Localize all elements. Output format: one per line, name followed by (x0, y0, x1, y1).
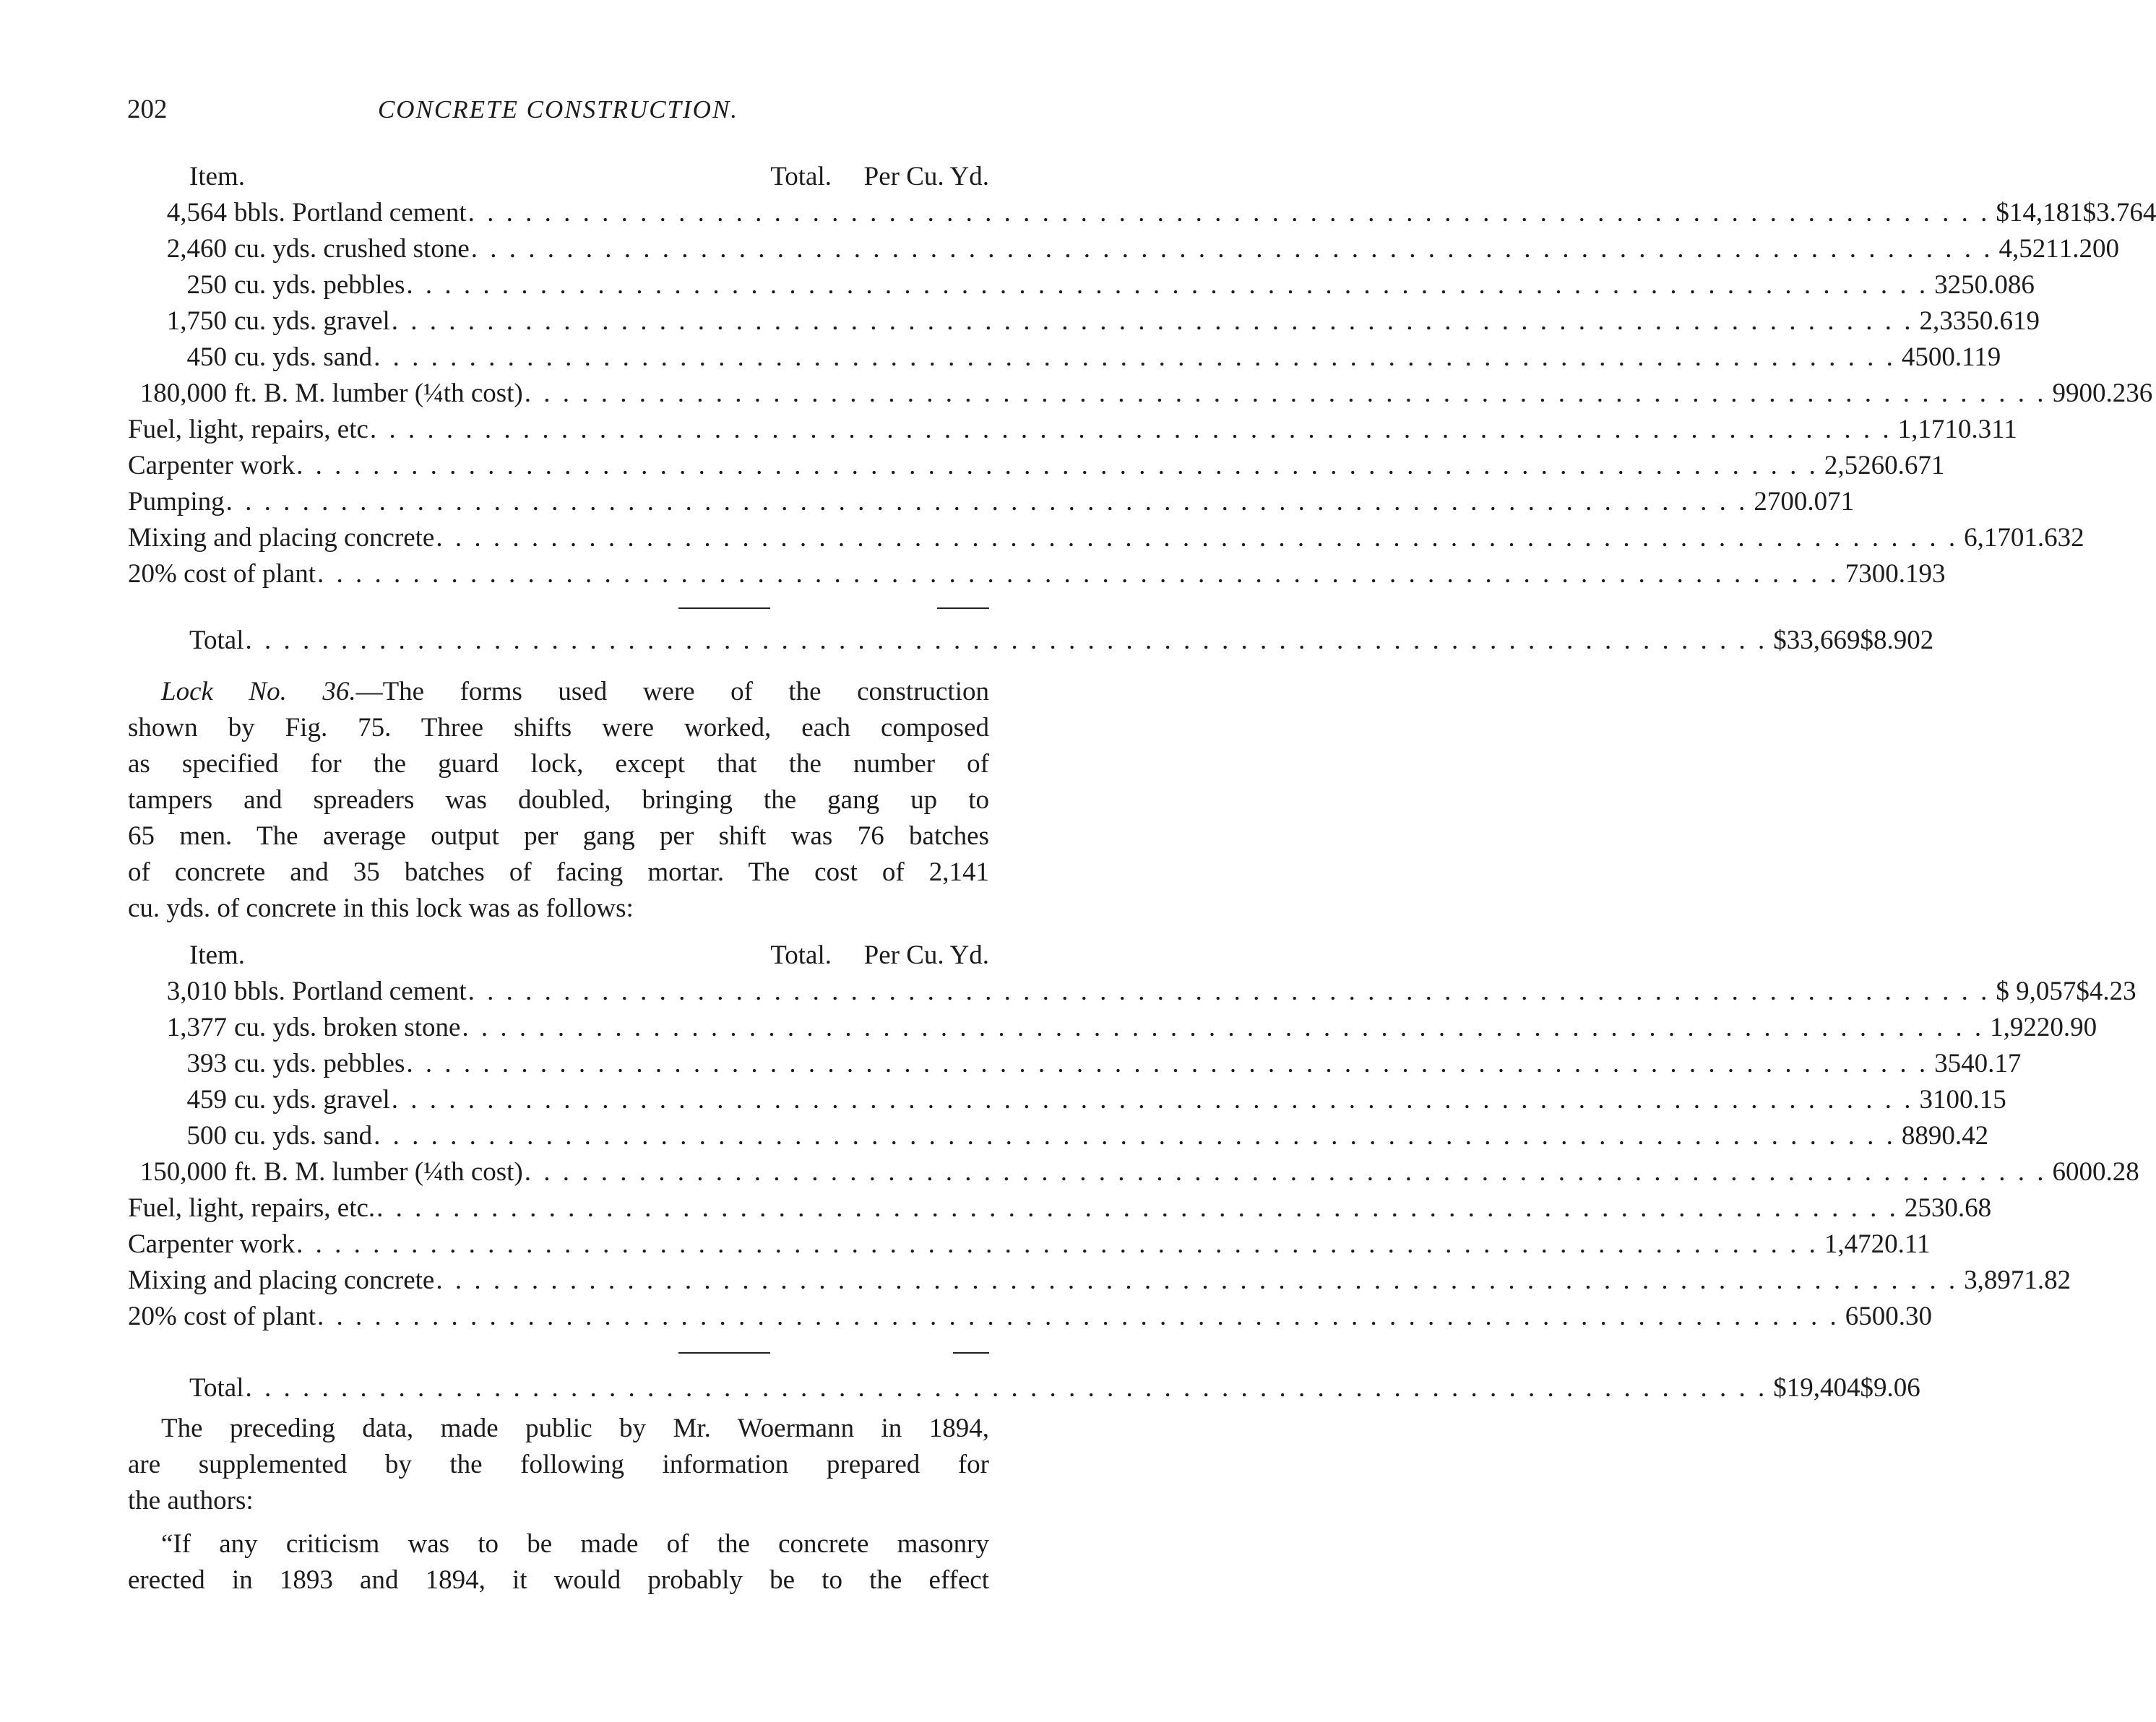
paragraph-line: are supplemented by the following information prepared for (128, 1450, 989, 1479)
total-cell (1920, 1082, 1960, 1118)
total-value: $ 9,057 (1996, 977, 2077, 1006)
total-value: 310 (1919, 1085, 1960, 1115)
dot-leader: . . . . . . . . . . . . . . . . . . . . . . . . . . . . . . . . . . . . . . . . . . . . . . . . . . . . . . . . . . . . . . . . . . . . . . . . . . . . . . . . (374, 1121, 1896, 1151)
total-cell (1845, 1299, 1886, 1335)
header-item: Item. (189, 162, 246, 191)
total-cell (1902, 1118, 1942, 1154)
item-cell (128, 267, 1928, 303)
dot-leader: . . . . . . . . . . . . . . . . . . . . . . . . . . . . . . . . . . . . . . . . . . . . . . . . . . . . . . . . . . . . . . . . . . . . . . . . . . . . . . . . (376, 1193, 1899, 1223)
quantity: 1,377 (166, 1013, 227, 1042)
header-item: Item. (189, 940, 246, 970)
table-header-row (128, 159, 989, 195)
quantity: 4,564 (166, 198, 227, 228)
total-cell (1999, 231, 2059, 267)
item-description: 20% cost of plant (128, 1302, 316, 1331)
per-cu-yd-value: 0.193 (1885, 559, 1946, 589)
paragraph-line: cu. yds. of concrete in this lock was as follows: (128, 894, 634, 923)
total-cell (1934, 1046, 1975, 1082)
total-value: 253 (1904, 1193, 1945, 1223)
item-description: Fuel, light, repairs, etc. (128, 1193, 376, 1223)
total-cell (1824, 1226, 1884, 1263)
item-cell (128, 1118, 1896, 1154)
item-cell (128, 195, 1990, 231)
item-cell (128, 1082, 1914, 1118)
per-cu-yd-value: 0.619 (1979, 306, 2040, 336)
item-cell (128, 448, 1819, 484)
running-title: CONCRETE CONSTRUCTION. (377, 95, 739, 124)
paragraph-line: 65 men. The average output per gang per shift was 76 batches (128, 821, 989, 851)
table-row (128, 1046, 2022, 1082)
total-value: $33,669 (1773, 626, 1860, 655)
total-rule (678, 607, 770, 609)
item-description: cu. yds. gravel (234, 306, 390, 336)
per-cu-yd-value: $8.902 (1860, 626, 1934, 655)
total-value: 450 (1901, 342, 1942, 372)
total-cell (1996, 974, 2076, 1010)
item-cell (128, 1226, 1819, 1263)
table-row (128, 267, 2035, 303)
item-description: Pumping (128, 487, 225, 516)
dot-leader: . . . . . . . . . . . . . . . . . . . . . . . . . . . . . . . . . . . . . . . . . . . . . . . . . . . . . . . . . . . . . . . . . . . . . . . . . . . . . . . . (436, 523, 1959, 553)
table-2-total (128, 1370, 1920, 1406)
total-cell (1902, 339, 1942, 376)
per-cu-yd-value: 0.68 (1944, 1193, 1992, 1223)
item-description: Fuel, light, repairs, etc (128, 415, 368, 444)
dot-leader: . . . . . . . . . . . . . . . . . . . . . . . . . . . . . . . . . . . . . . . . . . . . . . . . . . . . . . . . . . . . . . . . . . . . . . . . . . . . . . . . (436, 1265, 1959, 1295)
total-value: 325 (1934, 270, 1975, 300)
paragraph-line: shown by Fig. 75. Three shifts were worked, each composed (128, 713, 989, 743)
dot-leader: . . . . . . . . . . . . . . . . . . . . . . . . . . . . . . . . . . . . . . . . . . . . . . . . . . . . . . . . . . . . . . . . . . . . . . . . . . . . . . . . (467, 198, 1991, 228)
total-cell (1964, 520, 2024, 556)
table-header-row (128, 938, 989, 974)
quantity: 150,000 (139, 1157, 227, 1187)
total-value: 600 (2052, 1157, 2093, 1187)
item-description: cu. yds. sand (234, 342, 373, 372)
item-description: cu. yds. pebbles (234, 270, 405, 300)
total-cell (1773, 1370, 1860, 1406)
total-value: $14,181 (1996, 198, 2083, 228)
paragraph-line: “If any criticism was to be made of the concrete masonry (161, 1529, 989, 1559)
quantity: 2,460 (166, 234, 227, 264)
header-per-cu-yd: Per Cu. Yd. (863, 162, 989, 191)
paragraph-quote (128, 1526, 989, 1598)
item-description: ft. B. M. lumber (¼th cost) (234, 378, 523, 408)
total-cell (1996, 195, 2082, 231)
dot-leader: . . . . . . . . . . . . . . . . . . . . . . . . . . . . . . . . . . . . . . . . . . . . . . . . . . . . . . . . . . . . . . . . . . . . . . . . . . . . . . . . (462, 1013, 1985, 1042)
paragraph-lock-36 (128, 674, 989, 927)
total-cell (2053, 1154, 2093, 1190)
dot-leader: . . . . . . . . . . . . . . . . . . . . . . . . . . . . . . . . . . . . . . . . . . . . . . . . . . . . . . . . . . . . . . . . . . . . . . . . . . . . . . . . (296, 451, 1819, 480)
item-description: Mixing and placing concrete (128, 523, 435, 553)
table-row (128, 1082, 2006, 1118)
item-cell (128, 1263, 1958, 1299)
quantity: 3,010 (166, 977, 227, 1006)
total-cell (1990, 1010, 2050, 1046)
total-cell (1845, 556, 1886, 592)
dot-leader: . . . . . . . . . . . . . . . . . . . . . . . . . . . . . . . . . . . . . . . . . . . . . . . . . . . . . . . . . . . . . . . . . . . . . . . . . . . . . . . . (406, 270, 1929, 300)
table-row (128, 303, 2040, 339)
total-value: 1,171 (1897, 415, 1958, 444)
item-description: cu. yds. sand (234, 1121, 373, 1151)
total-value: 4,521 (1998, 234, 2059, 264)
paragraph-line: as specified for the guard lock, except that the number of (128, 749, 989, 779)
item-cell (128, 1190, 1899, 1226)
paragraph-line: erected in 1893 and 1894, it would probably be to the effect (128, 1565, 989, 1595)
per-cu-yd-value: 1.82 (2024, 1265, 2071, 1295)
total-value: 1,472 (1824, 1229, 1885, 1259)
total-value: 990 (2052, 378, 2093, 408)
table-row (128, 412, 2017, 448)
item-cell (128, 412, 1892, 448)
item-description: Mixing and placing concrete (128, 1265, 435, 1295)
per-cu-yd-value: 0.086 (1974, 270, 2035, 300)
total-value: 2,335 (1919, 306, 1980, 336)
per-cu-yd-value: 0.17 (1974, 1049, 2022, 1078)
per-cu-yd-value: $4.23 (2076, 977, 2136, 1006)
total-label: Total (189, 626, 244, 655)
item-cell (128, 556, 1840, 592)
per-cu-yd-value: 0.30 (1885, 1302, 1932, 1331)
quantity: 250 (186, 270, 227, 300)
total-value: 2,526 (1824, 451, 1885, 480)
per-cu-yd-value: $9.06 (1860, 1373, 1920, 1403)
total-cell (1754, 484, 1794, 520)
total-cell (2053, 376, 2093, 412)
per-rule (953, 1352, 989, 1354)
italic-lead: Lock No. 36. (161, 677, 356, 706)
per-cu-yd-value: 1.632 (2024, 523, 2084, 553)
item-description: 20% cost of plant (128, 559, 316, 589)
per-cu-yd-value: 0.15 (1959, 1085, 2006, 1115)
table-row (128, 556, 1946, 592)
dot-leader: . . . . . . . . . . . . . . . . . . . . . . . . . . . . . . . . . . . . . . . . . . . . . . . . . . . . . . . . . . . . . . . . . . . . . . . . . . . . . . . . (470, 234, 1993, 264)
table-row (128, 1010, 2097, 1046)
total-cell (1964, 1263, 2024, 1299)
cost-table-2 (128, 938, 2139, 1335)
paragraph-line: tampers and spreaders was doubled, bringing the gang up to (128, 785, 989, 815)
table-row (128, 231, 2119, 267)
table-row (128, 376, 2153, 412)
item-cell (128, 484, 1748, 520)
item-description: cu. yds. broken stone (234, 1013, 461, 1042)
item-description: bbls. Portland cement (234, 977, 467, 1006)
item-description: bbls. Portland cement (234, 198, 467, 228)
dot-leader: . . . . . . . . . . . . . . . . . . . . . . . . . . . . . . . . . . . . . . . . . . . . . . . . . . . . . . . . . . . . . . . . . . . . . . . . . . . . . . . . (225, 487, 1748, 516)
paragraph-woermann (128, 1411, 989, 1519)
item-cell (128, 303, 1914, 339)
total-value: 3,897 (1964, 1265, 2025, 1295)
per-cu-yd-value: 0.28 (2092, 1157, 2139, 1187)
line-text: —The forms used were of the construction (355, 677, 989, 706)
total-value: $19,404 (1773, 1373, 1860, 1403)
quantity: 459 (186, 1085, 227, 1115)
total-cell (1898, 412, 1958, 448)
paragraph-line: of concrete and 35 batches of facing mortar. The cost of 2,141 (128, 857, 989, 887)
per-cu-yd-value: $3.764 (2082, 198, 2156, 228)
table-row (128, 484, 1855, 520)
dot-leader: . . . . . . . . . . . . . . . . . . . . . . . . . . . . . . . . . . . . . . . . . . . . . . . . . . . . . . . . . . . . . . . . . . . . . . . . . . . . . . . . (467, 977, 1991, 1006)
total-row (128, 623, 1934, 659)
dot-leader: . . . . . . . . . . . . . . . . . . . . . . . . . . . . . . . . . . . . . . . . . . . . . . . . . . . . . . . . . . . . . . . . . . . . . . . . . . . . . . . . (374, 342, 1896, 372)
item-cell (128, 974, 1990, 1010)
table-row (128, 1263, 2071, 1299)
item-description: cu. yds. crushed stone (234, 234, 470, 264)
dot-leader: . . . . . . . . . . . . . . . . . . . . . . . . . . . . . . . . . . . . . . . . . . . . . . . . . . . . . . . . . . . . . . . . . . . . . . . . . . . . . . . . (524, 1157, 2047, 1187)
table-row (128, 339, 2001, 376)
header-per-cu-yd: Per Cu. Yd. (863, 940, 989, 970)
dot-leader: . . . . . . . . . . . . . . . . . . . . . . . . . . . . . . . . . . . . . . . . . . . . . . . . . . . . . . . . . . . . . . . . . . . . . . . . . . . . . . . . (316, 1302, 1840, 1331)
dot-leader: . . . . . . . . . . . . . . . . . . . . . . . . . . . . . . . . . . . . . . . . . . . . . . . . . . . . . . . . . . . . . . . . . . . . . . . . . . . . . . . . (524, 378, 2047, 408)
total-value: 650 (1845, 1302, 1886, 1331)
per-cu-yd-value: 0.071 (1793, 487, 1855, 516)
per-cu-yd-value: 0.42 (1941, 1121, 1989, 1151)
item-description: cu. yds. pebbles (234, 1049, 405, 1078)
header-total: Total. (770, 940, 832, 970)
page-header (127, 92, 989, 128)
table-row (128, 195, 2156, 231)
per-cu-yd-value: 0.311 (1957, 415, 2017, 444)
quantity: 180,000 (139, 378, 227, 408)
quantity: 450 (186, 342, 227, 372)
item-cell (128, 1010, 1984, 1046)
item-description: Carpenter work (128, 1229, 296, 1259)
dot-leader: . . . . . . . . . . . . . . . . . . . . . . . . . . . . . . . . . . . . . . . . . . . . . . . . . . . . . . . . . . . . . . . . . . . . . . . . . . . . . . . . (406, 1049, 1929, 1078)
per-cu-yd-value: 0.236 (2092, 378, 2153, 408)
paragraph-line: the authors: (128, 1486, 254, 1515)
total-cell (1905, 1190, 1945, 1226)
total-cell (1920, 303, 1980, 339)
dot-leader: . . . . . . . . . . . . . . . . . . . . . . . . . . . . . . . . . . . . . . . . . . . . . . . . . . . . . . . . . . . . . . . . . . . . . . . . . . . . . . . . (316, 559, 1840, 589)
item-cell (128, 339, 1896, 376)
total-value: 730 (1845, 559, 1886, 589)
total-row (128, 1370, 1920, 1406)
item-description: cu. yds. gravel (234, 1085, 390, 1115)
header-total: Total. (770, 162, 832, 191)
table-row (128, 448, 1945, 484)
per-cu-yd-value: 0.11 (1884, 1229, 1931, 1259)
per-cu-yd-value: 0.119 (1941, 342, 2001, 372)
table-1-total (128, 623, 1934, 659)
item-description: Carpenter work (128, 451, 296, 480)
table-row (128, 1226, 1931, 1263)
table-row (128, 520, 2084, 556)
dot-leader: . . . . . . . . . . . . . . . . . . . . . . . . . . . . . . . . . . . . . . . . . . . . . . . . . . . . . . . . . . . . . . . . . . . . . . . . . . . . . . . . (245, 626, 1768, 655)
paragraph-line (128, 674, 989, 710)
dot-leader: . . . . . . . . . . . . . . . . . . . . . . . . . . . . . . . . . . . . . . . . . . . . . . . . . . . . . . . . . . . . . . . . . . . . . . . . . . . . . . . . (391, 1085, 1914, 1115)
total-rule (678, 1352, 770, 1354)
per-cu-yd-value: 1.200 (2058, 234, 2119, 264)
total-value: 354 (1934, 1049, 1975, 1078)
item-cell (128, 1046, 1928, 1082)
table-row (128, 1190, 1992, 1226)
total-label: Total (189, 1373, 244, 1403)
total-value: 6,170 (1964, 523, 2025, 553)
total-value: 889 (1901, 1121, 1942, 1151)
item-cell (128, 623, 1767, 659)
item-cell (128, 376, 2047, 412)
item-cell (128, 1154, 2047, 1190)
total-cell (1824, 448, 1884, 484)
dot-leader: . . . . . . . . . . . . . . . . . . . . . . . . . . . . . . . . . . . . . . . . . . . . . . . . . . . . . . . . . . . . . . . . . . . . . . . . . . . . . . . . (391, 306, 1914, 336)
cost-table-1 (128, 159, 2156, 592)
table-row (128, 974, 2136, 1010)
item-cell (128, 231, 1993, 267)
page-number: 202 (127, 95, 168, 124)
dot-leader: . . . . . . . . . . . . . . . . . . . . . . . . . . . . . . . . . . . . . . . . . . . . . . . . . . . . . . . . . . . . . . . . . . . . . . . . . . . . . . . . (369, 415, 1892, 444)
item-cell (128, 520, 1958, 556)
per-cu-yd-value: 0.90 (2050, 1013, 2097, 1042)
table-row (128, 1299, 1932, 1335)
table-row (128, 1154, 2139, 1190)
item-cell (128, 1299, 1840, 1335)
quantity: 1,750 (166, 306, 227, 336)
total-value: 1,922 (1990, 1013, 2051, 1042)
total-value: 270 (1754, 487, 1794, 516)
per-cu-yd-value: 0.671 (1884, 451, 1945, 480)
per-rule (937, 607, 989, 609)
quantity: 393 (186, 1049, 227, 1078)
paragraph-line: The preceding data, made public by Mr. Woermann in 1894, (161, 1414, 989, 1443)
item-cell (128, 1370, 1767, 1406)
total-cell (1934, 267, 1975, 303)
dot-leader: . . . . . . . . . . . . . . . . . . . . . . . . . . . . . . . . . . . . . . . . . . . . . . . . . . . . . . . . . . . . . . . . . . . . . . . . . . . . . . . . (245, 1373, 1768, 1403)
table-row (128, 1118, 1989, 1154)
dot-leader: . . . . . . . . . . . . . . . . . . . . . . . . . . . . . . . . . . . . . . . . . . . . . . . . . . . . . . . . . . . . . . . . . . . . . . . . . . . . . . . . (296, 1229, 1819, 1259)
quantity: 500 (186, 1121, 227, 1151)
item-description: ft. B. M. lumber (¼th cost) (234, 1157, 523, 1187)
total-cell (1773, 623, 1860, 659)
